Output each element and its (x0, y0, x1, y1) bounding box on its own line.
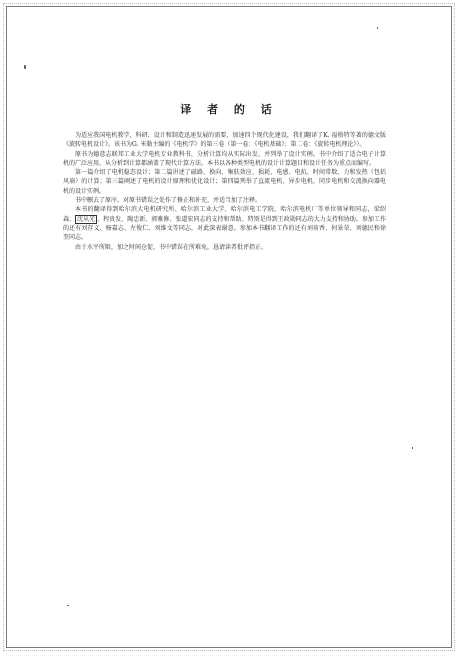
body-text (63, 131, 386, 252)
boxed-name: 沈从光 (77, 215, 96, 223)
paragraph-5 (63, 205, 386, 242)
scan-speck (67, 605, 69, 606)
paragraph-1: 为适应我国电机教学、科研、设计和制造迅速发展的需要，加速四个现代化建设，我们翻译了K. 福格特等著的德文版《旋转电机设计》。该书为G. 米勒主编的《电机学》的第三卷（第一卷：《电机基础》；第二卷：《旋转电机理论》）。 (63, 132, 386, 149)
page-title: 译 者 的 话 (180, 103, 278, 116)
paragraph-3: 第一篇介绍了电机稳态设计；第二篇讲述了磁路、换向、集肤效应、损耗、电感、电抗、时间常数、力和发热（包括风扇）的计算；第三篇阐述了电机的设计原理和优化设计；第四篇列举了直流电机、异步电机、同步电机和交流换向器电机的设计实例。 (63, 169, 386, 195)
paragraph-6: 由于水平所限，加之时间仓促，书中错误在所难免，恳请读者批评指正。 (75, 243, 268, 251)
paragraph-2: 原书为德意志联邦工业大学电机专业教科书，分析计算均从实际出发，并列举了设计实例。书中介绍了适合电子计算机的广泛应用，从分析到计算都涵盖了现代计算方法。本书以各种类型电机的设计计算题目和设计任务为重点而编写。 (63, 150, 386, 167)
scan-speck (412, 447, 413, 449)
scan-speck (24, 65, 26, 69)
scan-speck (377, 27, 378, 29)
document-page (6, 6, 452, 648)
paragraph-5-part-2: 、程贵发、陶忠新、郭雅修、张道宏同志的支持和帮助。特别是得到王政勋同志的大力支持和协助。参加工作的还有刘存义、杨嘉志、左俊仁、刘维文等同志，对此深表谢意。参加本书翻译工作的还有刘荷香、何景荣、刘德民和徐奎同志。 (63, 215, 386, 242)
paragraph-4: 书中删去了原序。对原书错误之处作了修正和补充，并适当加了注释。 (75, 197, 262, 205)
paragraph-5-part-1: 本书的翻译得到哈尔滨大电机研究所、哈尔滨工业大学、哈尔滨电工学院、哈尔滨电机厂等单位领导和同志，梁绍森、 (63, 206, 386, 223)
